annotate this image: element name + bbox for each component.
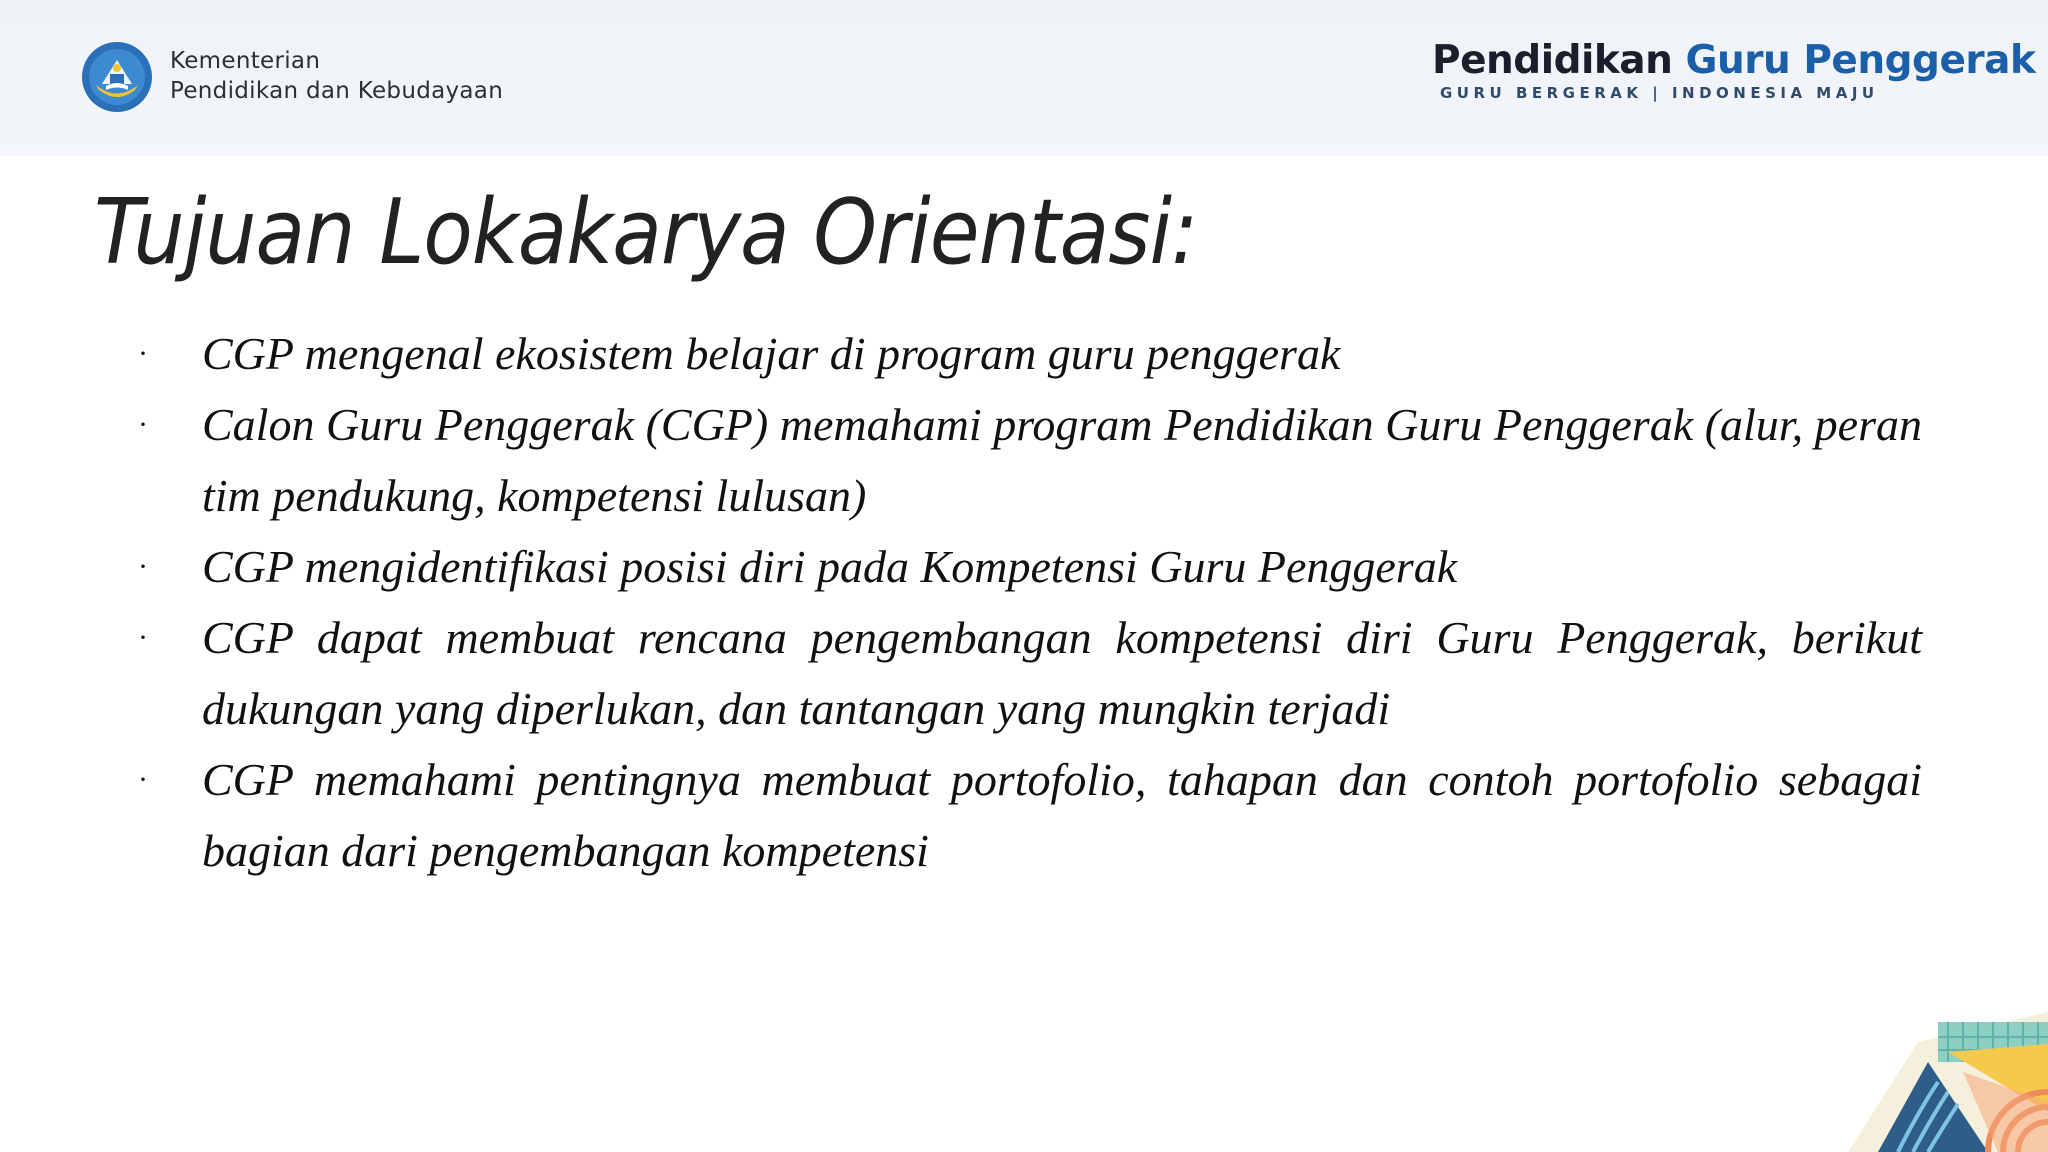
objective-text: CGP mengidentifikasi posisi diri pada Kompetensi Guru Penggerak <box>202 541 1458 592</box>
list-item <box>132 318 1922 389</box>
list-item <box>132 531 1922 602</box>
slide-title: Tujuan Lokakarya Orientasi: <box>94 180 1198 285</box>
list-item <box>132 744 1922 886</box>
bullet-icon: · <box>138 337 148 370</box>
ministry-name-line1: Kementerian <box>170 48 321 74</box>
bullet-icon: · <box>138 621 148 654</box>
brand-tagline: GURU BERGERAK | INDONESIA MAJU <box>1440 84 1879 102</box>
list-item <box>132 389 1922 531</box>
brand-title <box>1432 38 2036 84</box>
ministry-name-line2: Pendidikan dan Kebudayaan <box>170 78 504 104</box>
brand-title-part2: Guru Penggerak <box>1685 38 2036 83</box>
objectives-list <box>132 318 1922 886</box>
ministry-emblem-icon <box>80 40 154 114</box>
corner-decoration-icon <box>1788 972 2048 1152</box>
ministry-name <box>170 46 503 106</box>
bullet-icon: · <box>138 550 148 583</box>
objective-text: CGP memahami pentingnya membuat portofolio, tahapan dan contoh portofolio sebagai bagian dari pengembangan kompetensi <box>202 754 1922 876</box>
objective-text: CGP mengenal ekosistem belajar di program guru penggerak <box>202 328 1341 379</box>
objective-text: Calon Guru Penggerak (CGP) memahami program Pendidikan Guru Penggerak (alur, peran tim pendukung, kompetensi lulusan) <box>202 399 1922 521</box>
brand-title-part1: Pendidikan <box>1432 38 1686 83</box>
bullet-icon: · <box>138 763 148 796</box>
program-brand <box>1432 38 2036 102</box>
header-bar <box>0 0 2048 156</box>
objective-text: CGP dapat membuat rencana pengembangan kompetensi diri Guru Penggerak, berikut dukungan yang diperlukan, dan tantangan yang mungkin terjadi <box>202 612 1922 734</box>
list-item <box>132 602 1922 744</box>
bullet-icon: · <box>138 408 148 441</box>
